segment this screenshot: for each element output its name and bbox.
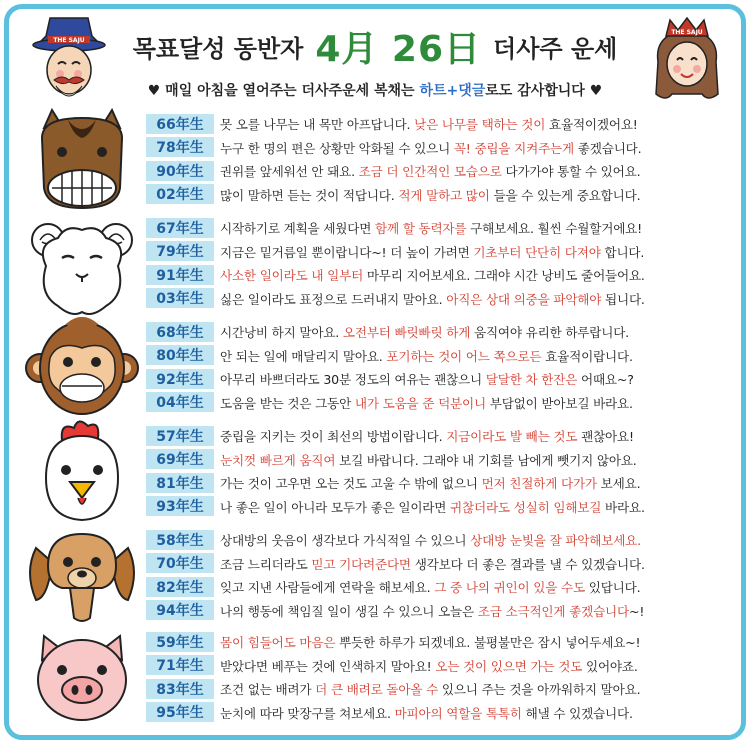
fortune-text: 중립을 지키는 것이 최선의 방법이랍니다. 지금이라도 발 빼는 것도 괜찮아요!: [220, 429, 634, 445]
fortune-text: 싫은 일이라도 표정으로 드러내지 말아요. 아직은 상대 의중을 파악해야 됩니다.: [220, 291, 645, 307]
fortune-row: [146, 528, 738, 552]
birth-year-badge: 66年生: [146, 114, 214, 134]
subtitle: [0, 80, 750, 100]
avatar-left-badge: THE SAJU: [53, 37, 85, 44]
fortune-text: 지금은 밑거름일 뿐이랍니다~! 더 높이 가려면 기초부터 단단히 다져야 합니다.: [220, 244, 645, 260]
heart-icon: ♥: [589, 83, 603, 99]
birth-year-badge: 04年生: [146, 392, 214, 412]
fortune-text: 나의 행동에 책임질 일이 생길 수 있으니 오늘은 조금 소극적인게 좋겠습니다~!: [220, 603, 645, 619]
fortune-text: 못 오를 나무는 내 목만 아프답니다. 낮은 나무를 택하는 것이 효율적이겠어요!: [220, 117, 638, 133]
fortune-list: [146, 424, 738, 518]
fortune-text: 시작하기로 계획을 세웠다면 함께 할 동력자를 구해보세요. 훨씬 수월할거에요!: [220, 221, 642, 237]
fortune-row: [146, 287, 738, 311]
monkey-icon: [22, 316, 142, 416]
birth-year-badge: 68年生: [146, 322, 214, 342]
birth-year-badge: 94年生: [146, 600, 214, 620]
fortune-row: [146, 630, 738, 654]
fortune-row: [146, 552, 738, 576]
birth-year-badge: 93年生: [146, 496, 214, 516]
fortune-row: [146, 344, 738, 368]
fortune-row: [146, 136, 738, 160]
fortune-row: [146, 159, 738, 183]
fortune-text: 누구 한 명의 편은 상황만 악화될 수 있으니 꼭! 중립을 지켜주는게 좋겠습니다.: [220, 140, 642, 156]
title-prefix: 목표달성 동반자: [132, 34, 304, 63]
fortune-row: [146, 391, 738, 415]
fortune-row: [146, 240, 738, 264]
birth-year-badge: 59年生: [146, 632, 214, 652]
fortune-row: [146, 320, 738, 344]
fortune-text: 안 되는 일에 매달리지 말아요. 포기하는 것이 어느 쪽으로든 효율적이랍니다.: [220, 348, 633, 364]
fortune-text: 잊고 지낸 사람들에게 연락을 해보세요. 그 중 나의 귀인이 있을 수도 있답니다.: [220, 580, 641, 596]
birth-year-badge: 83年生: [146, 679, 214, 699]
title-suffix: 더사주 운세: [493, 34, 618, 63]
fortune-list: [146, 630, 738, 724]
birth-year-badge: 95年生: [146, 702, 214, 722]
birth-year-badge: 58年生: [146, 530, 214, 550]
fortune-row: [146, 701, 738, 725]
fortune-text: 받았다면 베푸는 것에 인색하지 말아요! 오는 것이 있으면 가는 것도 있어야죠.: [220, 658, 638, 674]
birth-year-badge: 80年生: [146, 345, 214, 365]
fortune-text: 상대방의 웃음이 생각보다 가식적일 수 있으니 상대방 눈빛을 잘 파악해보세요.: [220, 533, 641, 549]
fortune-row: [146, 183, 738, 207]
fortune-row: [146, 112, 738, 136]
fortune-list: [146, 528, 738, 622]
birth-year-badge: 67年生: [146, 218, 214, 238]
fortune-text: 권위를 앞세워선 안 돼요. 조금 더 인간적인 모습으로 다가가야 통할 수 있어요.: [220, 164, 641, 180]
birth-year-badge: 81年生: [146, 473, 214, 493]
fortune-text: 조건 없는 배려가 더 큰 배려로 돌아올 수 있으니 주는 것을 아까워하지 말아요.: [220, 682, 641, 698]
sheep-icon: [22, 214, 142, 314]
dog-icon: [22, 522, 142, 622]
fortune-text: 눈치에 따라 맞장구를 쳐보세요. 마피아의 역할을 톡톡히 해낼 수 있겠습니다.: [220, 705, 633, 721]
rooster-icon: [22, 418, 142, 518]
fortune-row: [146, 263, 738, 287]
fortune-text: 가는 것이 고우면 오는 것도 고울 수 밖에 없으니 먼저 친절하게 다가가 보세요.: [220, 476, 641, 492]
birth-year-badge: 78年生: [146, 137, 214, 157]
title: [110, 14, 640, 78]
fortune-row: [146, 599, 738, 623]
birth-year-badge: 70年生: [146, 553, 214, 573]
fortune-row: [146, 654, 738, 678]
fortune-text: 눈치껏 빠르게 움직여 보길 바랍니다. 그래야 내 기회를 남에게 뺏기지 않아요.: [220, 452, 637, 468]
birth-year-badge: 69年生: [146, 449, 214, 469]
fortune-row: [146, 216, 738, 240]
fortune-text: 도움을 받는 것은 그동안 내가 도움을 준 덕분이니 부담없이 받아보길 바라요.: [220, 395, 633, 411]
birth-year-badge: 91年生: [146, 265, 214, 285]
title-date: 4月 26日: [315, 28, 482, 70]
birth-year-badge: 57年生: [146, 426, 214, 446]
pig-icon: [22, 626, 142, 726]
fortune-row: [146, 424, 738, 448]
subtitle-suffix: 로도 감사합니다: [485, 83, 585, 99]
fortune-text: 조금 느리더라도 믿고 기다려준다면 생각보다 더 좋은 결과를 낼 수 있겠습니다.: [220, 556, 645, 572]
birth-year-badge: 92年生: [146, 369, 214, 389]
fortune-text: 몸이 힘들어도 마음은 뿌듯한 하루가 되겠네요. 불평불만은 잠시 넣어두세요~!: [220, 635, 641, 651]
fortune-text: 시간낭비 하지 말아요. 오전부터 빠릿빠릿 하게 움직여야 유리한 하루랍니다.: [220, 325, 629, 341]
birth-year-badge: 71年生: [146, 655, 214, 675]
fortune-text: 아무리 바쁘더라도 30분 정도의 여유는 괜찮으니 달달한 차 한잔은 어때요~?: [220, 372, 634, 388]
header: [0, 14, 750, 78]
fortune-list: [146, 216, 738, 310]
birth-year-badge: 79年生: [146, 241, 214, 261]
fortune-text: 나 좋은 일이 아니라 모두가 좋은 일이라면 귀찮더라도 성실히 임해보길 바라요.: [220, 499, 645, 515]
subtitle-text: 매일 아침을 열어주는 더사주운세 복채는: [165, 83, 420, 99]
birth-year-badge: 03年生: [146, 288, 214, 308]
birth-year-badge: 90年生: [146, 161, 214, 181]
fortune-row: [146, 448, 738, 472]
birth-year-badge: 82年生: [146, 577, 214, 597]
subtitle-highlight: 하트+댓글: [419, 83, 486, 99]
birth-year-badge: 02年生: [146, 184, 214, 204]
heart-icon: ♥: [147, 83, 161, 99]
fortune-text: 많이 말하면 듣는 것이 적답니다. 적게 말하고 많이 들을 수 있는게 중요합니다.: [220, 187, 641, 203]
fortune-row: [146, 471, 738, 495]
horse-icon: [22, 108, 142, 208]
avatar-right-badge: THE SAJU: [671, 29, 703, 36]
fortune-row: [146, 677, 738, 701]
fortune-row: [146, 367, 738, 391]
fortune-text: 사소한 일이라도 내 일부터 마무리 지어보세요. 그래야 시간 낭비도 줄어들어요.: [220, 268, 645, 284]
fortune-list: [146, 112, 738, 206]
fortune-row: [146, 575, 738, 599]
fortune-row: [146, 495, 738, 519]
fortune-list: [146, 320, 738, 414]
